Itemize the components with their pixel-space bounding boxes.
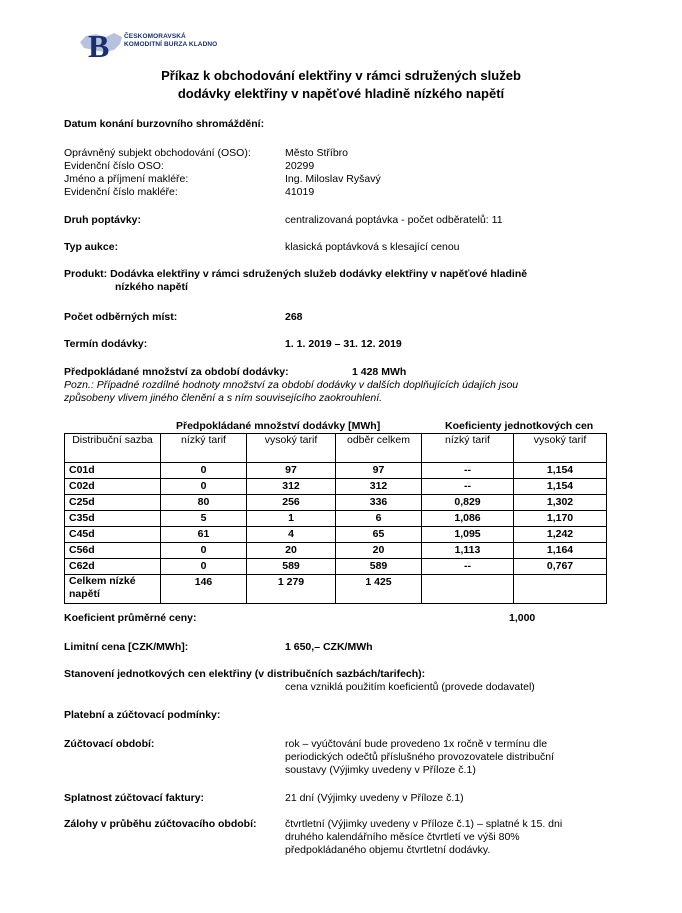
row-koef-nt: 0,829 <box>422 495 514 511</box>
pocet-value: 268 <box>285 311 303 323</box>
oso-number-label: Evidenční číslo OSO: <box>64 160 164 172</box>
row-koef-nt: 1,113 <box>422 543 514 559</box>
row-total: 312 <box>336 479 422 495</box>
row-total: 20 <box>336 543 422 559</box>
row-sazba: C02d <box>65 479 161 495</box>
druh-value: centralizovaná poptávka - počet odběratelů: 11 <box>285 214 503 226</box>
zalohy-label: Zálohy v průběhu zúčtovacího období: <box>64 818 257 830</box>
row-sazba: C35d <box>65 511 161 527</box>
row-koef-vt: 1,302 <box>514 495 607 511</box>
logo-line1: ČESKOMORAVSKÁ <box>124 33 186 40</box>
row-sazba: C45d <box>65 527 161 543</box>
row-koef-vt: 1,154 <box>514 479 607 495</box>
total-koef-vt <box>514 575 607 604</box>
row-sazba: C56d <box>65 543 161 559</box>
row-total: 97 <box>336 463 422 479</box>
row-vt: 312 <box>247 479 336 495</box>
oso-label: Oprávněný subjekt obchodování (OSO): <box>64 147 251 159</box>
table-row <box>65 479 607 495</box>
table-total-row <box>65 575 607 604</box>
row-vt: 256 <box>247 495 336 511</box>
typ-label: Typ aukce: <box>64 241 119 253</box>
table-row <box>65 527 607 543</box>
row-koef-nt: 1,086 <box>422 511 514 527</box>
total-koef-nt <box>422 575 514 604</box>
termin-value: 1. 1. 2019 – 31. 12. 2019 <box>285 338 402 350</box>
row-total: 589 <box>336 559 422 575</box>
total-nt: 146 <box>161 575 247 604</box>
table-group2-header: Koeficienty jednotkových cen <box>445 420 594 432</box>
row-koef-nt: 1,095 <box>422 527 514 543</box>
row-koef-vt: 1,154 <box>514 463 607 479</box>
consumption-table <box>64 433 607 604</box>
page-title-line2: dodávky elektřiny v napěťové hladině nízkého napětí <box>177 86 505 101</box>
row-vt: 20 <box>247 543 336 559</box>
table-group1-header: Předpokládané množství dodávky [MWh] <box>176 420 381 432</box>
produkt-line1: Produkt: Dodávka elektřiny v rámci sdružených služeb dodávky elektřiny v napěťové hladině <box>64 268 528 280</box>
mnozstvi-value: 1 428 MWh <box>352 366 407 378</box>
broker-name-label: Jméno a příjmení makléře: <box>64 173 189 185</box>
row-nt: 5 <box>161 511 247 527</box>
splatnost-label: Splatnost zúčtovací faktury: <box>64 792 205 804</box>
row-vt: 1 <box>247 511 336 527</box>
druh-label: Druh poptávky: <box>64 214 142 226</box>
table-row <box>65 463 607 479</box>
termin-label: Termín dodávky: <box>64 338 148 350</box>
row-sazba: C25d <box>65 495 161 511</box>
pozn-note <box>64 379 554 405</box>
pocet-label: Počet odběrných míst: <box>64 311 178 323</box>
row-sazba: C62d <box>65 559 161 575</box>
broker-number-label: Evidenční číslo makléře: <box>64 186 178 198</box>
pozn-prefix: Pozn.: <box>64 379 94 391</box>
header-nizky-tarif: nízký tarif <box>161 434 247 463</box>
table-row <box>65 543 607 559</box>
typ-value: klasická poptávková s klesající cenou <box>285 241 460 253</box>
row-total: 65 <box>336 527 422 543</box>
broker-number-value: 41019 <box>285 186 315 198</box>
table-row <box>65 559 607 575</box>
broker-name-value: Ing. Miloslav Ryšavý <box>285 173 381 185</box>
row-total: 336 <box>336 495 422 511</box>
header-koef-nizky: nízký tarif <box>422 434 514 463</box>
total-celkem: 1 425 <box>336 575 422 604</box>
row-koef-vt: 1,164 <box>514 543 607 559</box>
row-total: 6 <box>336 511 422 527</box>
row-nt: 0 <box>161 479 247 495</box>
row-vt: 97 <box>247 463 336 479</box>
row-koef-nt: -- <box>422 559 514 575</box>
logo-line2: KOMODITNÍ BURZA KLADNO <box>124 41 218 48</box>
row-vt: 4 <box>247 527 336 543</box>
row-koef-vt: 0,767 <box>514 559 607 575</box>
svg-text:B: B <box>88 28 110 62</box>
limit-value: 1 650,– CZK/MWh <box>285 641 373 653</box>
stanoveni-value: cena vzniklá použitím koeficientů (provede dodavatel) <box>285 681 535 693</box>
total-vt: 1 279 <box>247 575 336 604</box>
platebni-label: Platební a zúčtovací podmínky: <box>64 709 221 721</box>
limit-label: Limitní cena [CZK/MWh]: <box>64 641 189 653</box>
row-nt: 80 <box>161 495 247 511</box>
table-row <box>65 495 607 511</box>
row-koef-vt: 1,170 <box>514 511 607 527</box>
header-sazba: Distribuční sazba <box>65 434 161 463</box>
row-nt: 0 <box>161 543 247 559</box>
row-nt: 0 <box>161 559 247 575</box>
row-vt: 589 <box>247 559 336 575</box>
zuctovaci-value: rok – vyúčtování bude provedeno 1x ročně v termínu dle periodických odečtů příslušného provozovatele distribuční soustavy (Výjimky uvedeny v Příloze č.1) <box>285 738 555 776</box>
koef-value: 1,000 <box>509 612 536 624</box>
zalohy-value: čtvrtletní (Výjimky uvedeny v Příloze č.1) – splatné k 15. dni druhého kalendářního měsíce čtvrtletí ve výši 80% předpokládaného objemu čtvrtletní dodávky. <box>285 818 563 856</box>
table-row <box>65 511 607 527</box>
row-koef-nt: -- <box>422 463 514 479</box>
row-koef-vt: 1,242 <box>514 527 607 543</box>
mnozstvi-label: Předpokládané množství za období dodávky: <box>64 366 289 378</box>
row-koef-nt: -- <box>422 479 514 495</box>
row-sazba: C01d <box>65 463 161 479</box>
header-odber-celkem: odběr celkem <box>336 434 422 463</box>
koef-label: Koeficient průměrné ceny: <box>64 612 197 624</box>
splatnost-value: 21 dní (Výjimky uvedeny v Příloze č.1) <box>285 792 464 804</box>
datum-label: Datum konání burzovního shromáždění: <box>64 118 265 130</box>
row-nt: 61 <box>161 527 247 543</box>
oso-number-value: 20299 <box>285 160 315 172</box>
total-label: Celkem nízké napětí <box>65 575 161 604</box>
oso-value: Město Stříbro <box>285 147 349 159</box>
pozn-text: Případné rozdílné hodnoty množství za období dodávky v dalších doplňujících údajích jsou způsobeny vlivem jiného členění a s ním souvisejícího zaokrouhlení. <box>64 379 519 404</box>
table-header-row <box>65 434 607 463</box>
header-koef-vysoky: vysoký tarif <box>514 434 607 463</box>
header-vysoky-tarif: vysoký tarif <box>247 434 336 463</box>
zuctovaci-label: Zúčtovací období: <box>64 738 155 750</box>
logo-text <box>124 33 217 49</box>
page-title-line1: Příkaz k obchodování elektřiny v rámci sdružených služeb <box>161 68 521 83</box>
produkt-line2: nízkého napětí <box>115 281 188 293</box>
row-nt: 0 <box>161 463 247 479</box>
stanoveni-label: Stanovení jednotkových cen elektřiny (v distribučních sazbách/tarifech): <box>64 668 426 680</box>
